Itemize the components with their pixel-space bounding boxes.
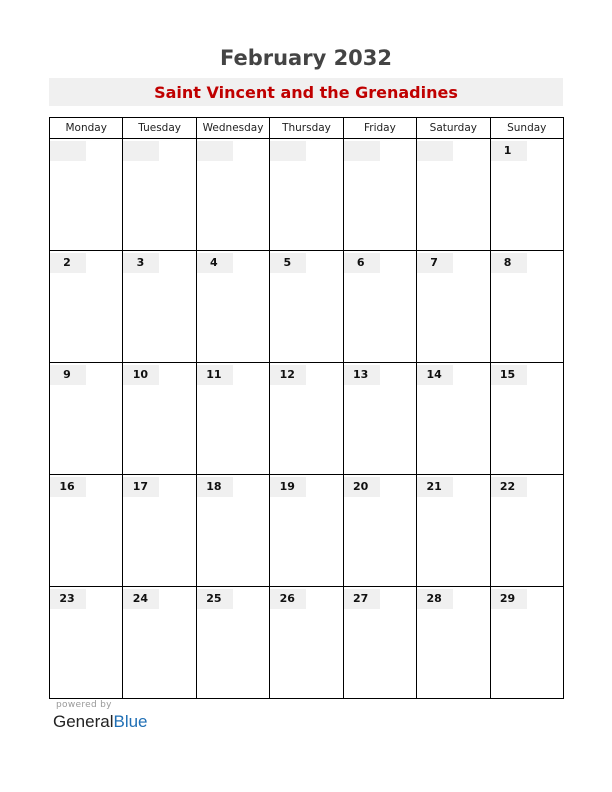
day-cell	[270, 587, 343, 699]
brand-blue-text: Blue	[113, 712, 148, 731]
day-number: 18	[197, 477, 233, 497]
day-number: 10	[123, 365, 159, 385]
day-cell	[343, 475, 416, 587]
day-cell	[417, 363, 490, 475]
day-number	[197, 141, 233, 161]
weekday-thursday: Thursday	[270, 118, 343, 139]
day-cell	[343, 251, 416, 363]
week-row	[50, 363, 564, 475]
day-cell	[123, 587, 196, 699]
day-number: 16	[50, 477, 86, 497]
day-number: 29	[491, 589, 527, 609]
day-number	[270, 141, 306, 161]
day-cell	[490, 475, 563, 587]
powered-by-text: powered by	[56, 700, 112, 710]
day-cell	[490, 139, 563, 251]
day-number: 14	[417, 365, 453, 385]
day-number: 9	[50, 365, 86, 385]
day-number: 27	[344, 589, 380, 609]
day-cell	[417, 587, 490, 699]
generalblue-logo[interactable]	[53, 712, 148, 732]
day-number: 25	[197, 589, 233, 609]
day-cell	[196, 139, 269, 251]
day-cell	[123, 363, 196, 475]
day-number: 28	[417, 589, 453, 609]
day-number: 15	[491, 365, 527, 385]
day-number: 12	[270, 365, 306, 385]
day-cell	[123, 139, 196, 251]
day-number: 7	[417, 253, 453, 273]
weekday-saturday: Saturday	[417, 118, 490, 139]
day-cell	[490, 251, 563, 363]
day-cell	[417, 251, 490, 363]
weekday-friday: Friday	[343, 118, 416, 139]
day-cell	[50, 139, 123, 251]
day-cell	[270, 251, 343, 363]
day-cell	[196, 475, 269, 587]
day-number	[417, 141, 453, 161]
day-cell	[50, 475, 123, 587]
weekday-monday: Monday	[50, 118, 123, 139]
day-cell	[343, 363, 416, 475]
day-number: 19	[270, 477, 306, 497]
day-cell	[123, 251, 196, 363]
brand-general-text: General	[53, 712, 114, 731]
day-number	[344, 141, 380, 161]
week-row	[50, 139, 564, 251]
day-cell	[50, 363, 123, 475]
weekday-tuesday: Tuesday	[123, 118, 196, 139]
day-cell	[270, 475, 343, 587]
day-number: 26	[270, 589, 306, 609]
month-title: February 2032	[219, 46, 393, 70]
day-number: 8	[491, 253, 527, 273]
day-number: 6	[344, 253, 380, 273]
day-cell	[343, 587, 416, 699]
day-cell	[196, 363, 269, 475]
week-row	[50, 251, 564, 363]
day-number: 23	[50, 589, 86, 609]
day-cell	[123, 475, 196, 587]
day-cell	[50, 251, 123, 363]
country-title: Saint Vincent and the Grenadines	[154, 82, 458, 102]
day-cell	[343, 139, 416, 251]
calendar-body	[50, 139, 564, 699]
day-number: 13	[344, 365, 380, 385]
weekday-wednesday: Wednesday	[196, 118, 269, 139]
day-cell	[270, 139, 343, 251]
day-number: 3	[123, 253, 159, 273]
day-number: 22	[491, 477, 527, 497]
day-number: 1	[491, 141, 527, 161]
weekday-sunday: Sunday	[490, 118, 563, 139]
day-number: 2	[50, 253, 86, 273]
day-number: 21	[417, 477, 453, 497]
week-row	[50, 587, 564, 699]
day-cell	[417, 139, 490, 251]
day-cell	[270, 363, 343, 475]
country-banner	[49, 78, 563, 106]
day-number	[123, 141, 159, 161]
day-number: 5	[270, 253, 306, 273]
weekday-header-row	[50, 118, 564, 139]
day-number: 17	[123, 477, 159, 497]
day-number	[50, 141, 86, 161]
day-number: 4	[197, 253, 233, 273]
day-cell	[417, 475, 490, 587]
day-cell	[196, 251, 269, 363]
day-number: 11	[197, 365, 233, 385]
day-cell	[50, 587, 123, 699]
day-number: 24	[123, 589, 159, 609]
day-cell	[490, 363, 563, 475]
day-cell	[490, 587, 563, 699]
calendar-grid	[49, 117, 564, 699]
day-cell	[196, 587, 269, 699]
day-number: 20	[344, 477, 380, 497]
week-row	[50, 475, 564, 587]
